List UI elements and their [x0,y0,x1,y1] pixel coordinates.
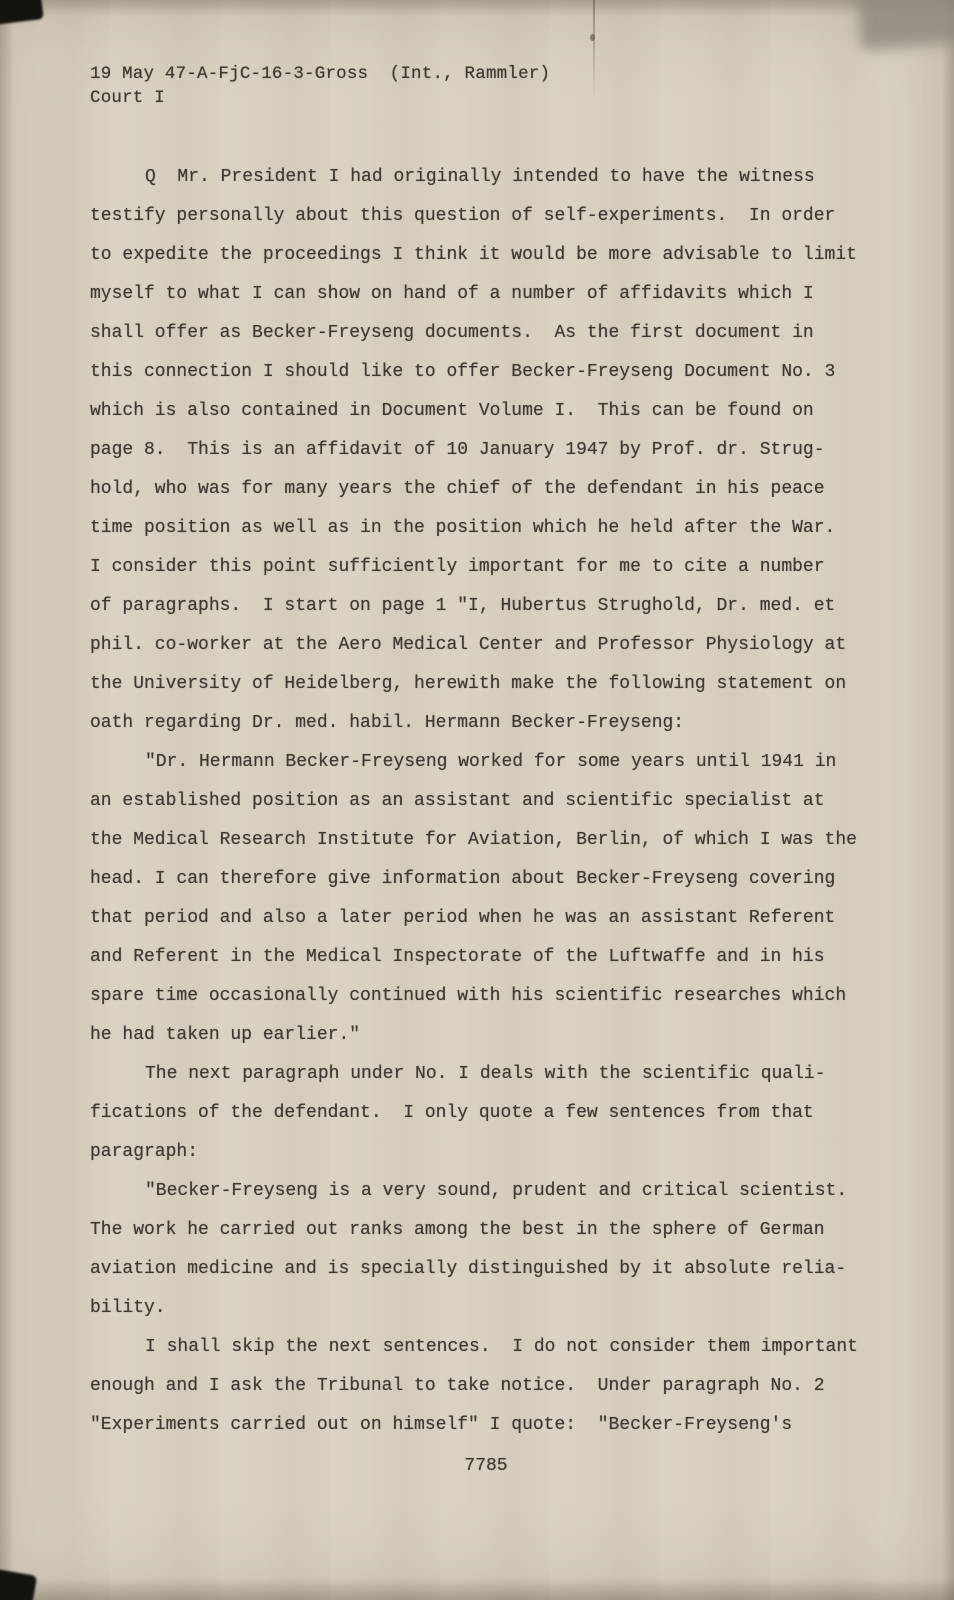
text-line: page 8. This is an affidavit of 10 January 1947 by Prof. dr. Strug- [90,440,825,460]
text-line: an established position as an assistant and scientific specialist at [90,791,825,811]
document-body [90,158,882,1445]
text-line: which is also contained in Document Volume I. This can be found on [90,401,814,421]
text-line: and Referent in the Medical Inspectorate of the Luftwaffe and in his [90,947,825,967]
text-line: of paragraphs. I start on page 1 "I, Hubertus Strughold, Dr. med. et [90,596,836,616]
text-line: he had taken up earlier." [90,1025,361,1045]
paragraph [90,1055,882,1172]
scan-smudge-top-right [855,0,954,51]
header-session-line: 19 May 47-A-FjC-16-3-Gross (Int., Rammler) [90,64,551,84]
text-line: The work he carried out ranks among the best in the sphere of German [90,1220,825,1240]
text-line: oath regarding Dr. med. habil. Hermann Becker-Freyseng: [90,713,685,733]
text-line: shall offer as Becker-Freyseng documents. As the first document in [90,323,814,343]
text-line: spare time occasionally continued with his scientific researches which [90,986,847,1006]
text-line: testify personally about this question of self-experiments. In order [90,206,836,226]
text-line: the University of Heidelberg, herewith make the following statement on [90,674,847,694]
text-line: to expedite the proceedings I think it would be more advisable to limit [90,245,857,265]
text-line: bility. [90,1298,166,1318]
page-number: 7785 [464,1456,508,1476]
scan-speck [590,34,595,41]
paragraph [90,1172,882,1328]
text-line: phil. co-worker at the Aero Medical Center and Professor Physiology at [90,635,847,655]
paragraph [90,158,882,743]
text-line: this connection I should like to offer Becker-Freyseng Document No. 3 [90,362,836,382]
header-court-line: Court I [90,88,165,108]
text-line: myself to what I can show on hand of a number of affidavits which I [90,284,814,304]
text-line: The next paragraph under No. I deals with the scientific quali- [145,1064,826,1084]
page-content [90,62,882,1486]
text-line: Q Mr. President I had originally intended to have the witness [145,167,815,187]
text-line: aviation medicine and is specially distinguished by it absolute relia- [90,1259,847,1279]
document-header [90,62,882,110]
text-line: "Dr. Hermann Becker-Freyseng worked for some years until 1941 in [145,752,837,772]
text-line: "Becker-Freyseng is a very sound, prudent and critical scientist. [145,1181,848,1201]
text-line: enough and I ask the Tribunal to take notice. Under paragraph No. 2 [90,1376,825,1396]
text-line: paragraph: [90,1142,199,1162]
text-line: I consider this point sufficiently important for me to cite a number [90,557,825,577]
text-line: hold, who was for many years the chief of the defendant in his peace [90,479,825,499]
text-line: "Experiments carried out on himself" I quote: "Becker-Freyseng's [90,1415,793,1435]
text-line: I shall skip the next sentences. I do not consider them important [145,1337,858,1357]
scan-corner-mark-bottom-left [0,1568,37,1600]
text-line: fications of the defendant. I only quote a few sentences from that [90,1103,814,1123]
paragraph [90,743,882,1055]
text-line: the Medical Research Institute for Aviation, Berlin, of which I was the [90,830,857,850]
text-line: head. I can therefore give information about Becker-Freyseng covering [90,869,836,889]
paragraph [90,1328,882,1445]
text-line: that period and also a later period when he was an assistant Referent [90,908,836,928]
scan-corner-mark-top-left [0,0,44,25]
text-line: time position as well as in the position which he held after the War. [90,518,836,538]
